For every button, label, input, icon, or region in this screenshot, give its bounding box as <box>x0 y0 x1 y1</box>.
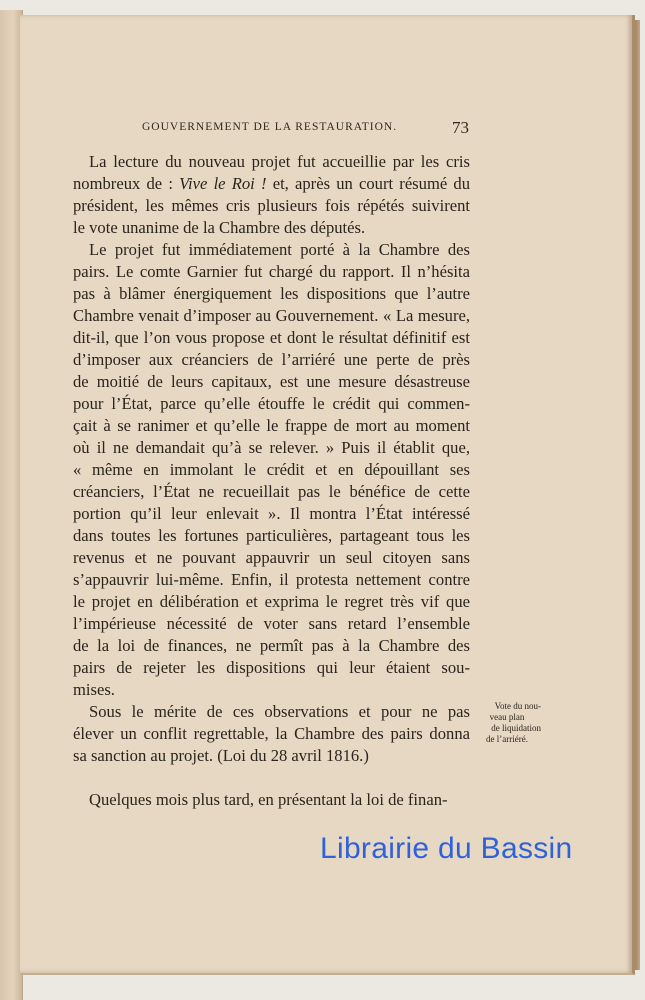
text-line: La lecture du nouveau projet fut accueillie par les cris <box>89 152 470 171</box>
text-line: président, les mêmes cris plusieurs fois répétés suivirent <box>73 196 470 215</box>
text-line: de la loi de finances, ne permît pas à la Chambre des <box>73 636 470 655</box>
text-line: d’imposer aux créanciers de l’arriéré une perte de près <box>73 350 470 369</box>
body-text <box>73 151 470 811</box>
text-line: pour l’État, parce qu’elle étouffe le crédit qui commen- <box>73 394 470 413</box>
text-line: portion qu’il leur enlevait ». Il montra l’État intéressé <box>73 504 470 523</box>
paragraph-gap <box>73 767 470 789</box>
text-line: Sous le mérite de ces observations et pour ne pas <box>89 702 470 721</box>
margin-note-line: Vote du nou- <box>494 701 541 711</box>
text-line: sa sanction au projet. (Loi du 28 avril 1816.) <box>73 746 369 765</box>
text-line: pairs. Le comte Garnier fut chargé du rapport. Il n’hésita <box>73 262 470 281</box>
text-line: créanciers, l’État ne recueillait pas le bénéfice de cette <box>73 482 470 501</box>
text-line: çait à se ranimer et qu’elle le frappe de mort au moment <box>73 416 470 435</box>
margin-note-line: de liquidation <box>491 723 541 733</box>
text-line: « même en immolant le crédit et en dépouillant ses <box>73 460 470 479</box>
text-line: où il ne demandait qu’à se relever. » Puis il établit que, <box>73 438 470 457</box>
text-line: dit-il, que l’on vous propose et dont le résultat définitif est <box>73 328 470 347</box>
text-line: Chambre venait d’imposer au Gouvernement. « La mesure, <box>73 306 470 325</box>
text-line: s’appauvrir lui-même. Enfin, il protesta nettement contre <box>73 570 470 589</box>
text-line: Quelques mois plus tard, en présentant la loi de finan- <box>89 790 448 809</box>
text-line: mises. <box>73 680 115 699</box>
text-line: l’impérieuse nécessité de voter sans retard l’ensemble <box>73 614 470 633</box>
text-line: pairs de rejeter les dispositions qui leur étaient sou- <box>73 658 470 677</box>
text-line: revenus et ne pouvant appauvrir un seul citoyen sans <box>73 548 470 567</box>
page-number: 73 <box>452 118 469 137</box>
text-line: nombreux de : Vive le Roi ! et, après un court résumé du <box>73 174 470 193</box>
margin-note-line: de l’arriéré. <box>486 734 528 744</box>
watermark: Librairie du Bassin <box>320 832 573 865</box>
margin-note <box>473 701 541 745</box>
margin-note-line: veau plan <box>489 712 525 722</box>
paragraph <box>73 151 470 239</box>
paragraph <box>73 789 470 811</box>
text-line: élever un conflit regrettable, la Chambre des pairs donna <box>73 724 470 743</box>
paragraph <box>73 701 470 767</box>
running-head: GOUVERNEMENT DE LA RESTAURATION. <box>142 121 398 133</box>
text-line: de moitié de leurs capitaux, est une mesure désastreuse <box>73 372 470 391</box>
text-line: dans toutes les fortunes particulières, partageant tous les <box>73 526 470 545</box>
text-line: le projet en délibération et exprima le regret très vif que <box>73 592 470 611</box>
text-line: le vote unanime de la Chambre des députés. <box>73 218 366 237</box>
paragraph <box>73 239 470 701</box>
text-line: pas à blâmer énergiquement les dispositions que l’autre <box>73 284 470 303</box>
text-line: Le projet fut immédiatement porté à la Chambre des <box>89 240 470 259</box>
